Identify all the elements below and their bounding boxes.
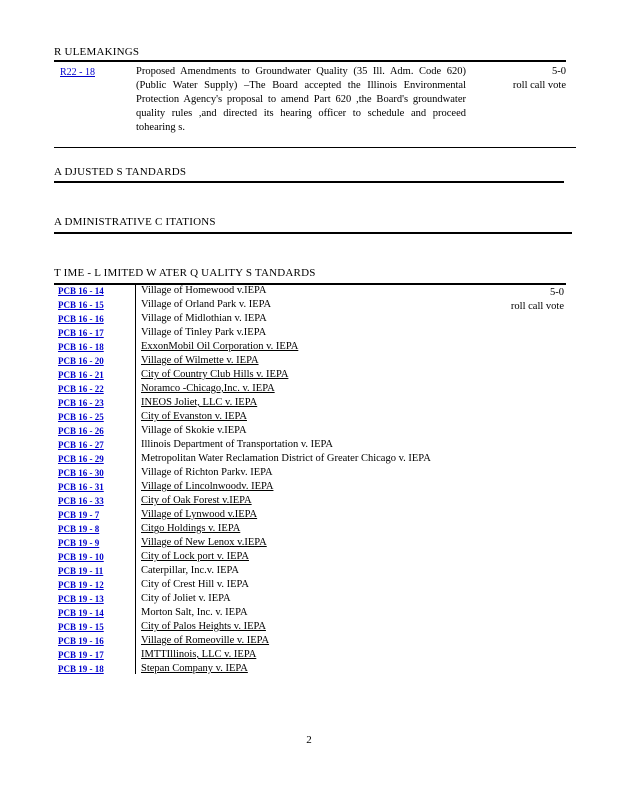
case-name: Village of Romeoville v. IEPA bbox=[141, 635, 270, 646]
case-docket-link[interactable]: PCB 19 - 14 bbox=[58, 608, 104, 618]
case-name: Village of Homewood v.IEPA bbox=[141, 285, 267, 296]
case-docket-link[interactable]: PCB 16 - 30 bbox=[58, 468, 104, 478]
case-name: City of Country Club Hills v. IEPA bbox=[141, 369, 289, 380]
section-title-rulemakings: R ULEMAKINGS bbox=[54, 46, 140, 58]
case-docket-link[interactable]: PCB 16 - 26 bbox=[58, 426, 104, 436]
case-name: Citgo Holdings v. IEPA bbox=[141, 523, 241, 534]
case-name: INEOS Joliet, LLC v. IEPA bbox=[141, 397, 258, 408]
case-name: Village of Tinley Park v.IEPA bbox=[141, 327, 267, 338]
case-docket-link[interactable]: PCB 16 - 17 bbox=[58, 328, 104, 338]
case-docket-link[interactable]: PCB 19 - 13 bbox=[58, 594, 104, 604]
case-name: City of Crest Hill v. IEPA bbox=[141, 579, 250, 590]
case-name: Village of Skokie v.IEPA bbox=[141, 425, 247, 436]
case-docket-link[interactable]: PCB 16 - 16 bbox=[58, 314, 104, 324]
case-name: Village of Richton Parkv. IEPA bbox=[141, 467, 273, 478]
case-docket-link[interactable]: PCB 16 - 15 bbox=[58, 300, 104, 310]
case-docket-link[interactable]: PCB 16 - 23 bbox=[58, 398, 104, 408]
case-name: IMTTIllinois, LLC v. IEPA bbox=[141, 649, 257, 660]
section-rule bbox=[54, 60, 566, 62]
case-name: Morton Salt, Inc. v. IEPA bbox=[141, 607, 248, 618]
case-docket-link[interactable]: PCB 19 - 8 bbox=[58, 524, 100, 534]
case-docket-link[interactable]: PCB 16 - 18 bbox=[58, 342, 104, 352]
rulemaking-vote-count: 5-0 bbox=[552, 66, 566, 77]
section-rule bbox=[54, 181, 564, 183]
case-name: ExxonMobil Oil Corporation v. IEPA bbox=[141, 341, 299, 352]
case-name: City of Lock port v. IEPA bbox=[141, 551, 250, 562]
case-docket-link[interactable]: PCB 16 - 31 bbox=[58, 482, 104, 492]
case-docket-link[interactable]: PCB 16 - 14 bbox=[58, 286, 104, 296]
case-name: Village of New Lenox v.IEPA bbox=[141, 537, 267, 548]
section-title-adjusted-standards: A DJUSTED S TANDARDS bbox=[54, 166, 187, 178]
case-docket-link[interactable]: PCB 16 - 22 bbox=[58, 384, 104, 394]
case-name: Village of Orland Park v. IEPA bbox=[141, 299, 272, 310]
case-docket-link[interactable]: PCB 19 - 17 bbox=[58, 650, 104, 660]
case-docket-link[interactable]: PCB 19 - 10 bbox=[58, 552, 104, 562]
case-name: Village of Wilmette v. IEPA bbox=[141, 355, 259, 366]
case-docket-link[interactable]: PCB 19 - 7 bbox=[58, 510, 100, 520]
case-docket-link[interactable]: PCB 16 - 25 bbox=[58, 412, 104, 422]
column-divider bbox=[135, 285, 136, 674]
case-docket-link[interactable]: PCB 19 - 18 bbox=[58, 664, 104, 674]
section-title-time-limited-wqs: T IME - L IMITED W ATER Q UALITY S TANDARDS bbox=[54, 267, 316, 279]
case-docket-link[interactable]: PCB 19 - 11 bbox=[58, 566, 104, 576]
case-name: Illinois Department of Transportation v. IEPA bbox=[141, 439, 334, 450]
case-name: Stepan Company v. IEPA bbox=[141, 663, 248, 674]
time-limited-vote-count: 5-0 bbox=[550, 287, 564, 298]
case-docket-link[interactable]: PCB 19 - 15 bbox=[58, 622, 104, 632]
case-name: City of Evanston v. IEPA bbox=[141, 411, 247, 422]
time-limited-vote-type: roll call vote bbox=[510, 301, 564, 312]
case-name: Caterpillar, Inc.v. IEPA bbox=[141, 565, 239, 576]
case-name: Noramco -Chicago,Inc. v. IEPA bbox=[141, 383, 275, 394]
rulemaking-vote-type: roll call vote bbox=[512, 80, 566, 91]
case-name: City of Oak Forest v.IEPA bbox=[141, 495, 252, 506]
case-name: Village of Lincolnwoodv. IEPA bbox=[141, 481, 274, 492]
rulemaking-docket-link[interactable]: R22 - 18 bbox=[60, 67, 95, 78]
case-docket-link[interactable]: PCB 16 - 20 bbox=[58, 356, 104, 366]
case-name: Metropolitan Water Reclamation District of Greater Chicago v. IEPA bbox=[141, 453, 431, 464]
case-name: Village of Midlothian v. IEPA bbox=[141, 313, 267, 324]
case-docket-link[interactable]: PCB 16 - 27 bbox=[58, 440, 104, 450]
section-rule bbox=[54, 232, 572, 234]
case-name: City of Joliet v. IEPA bbox=[141, 593, 231, 604]
rulemaking-description: Proposed Amendments to Groundwater Quality (35 Ill. Adm. Code 620) (Public Water Supply) –The Board accepted the Illinois Environmental Protection Agency's proposal to amend Part 620 ,the Board's groundwater quality rules ,and directed its hearing officer to schedule and proceed tohearing s. bbox=[136, 66, 466, 133]
section-title-administrative-citations: A DMINISTRATIVE C ITATIONS bbox=[54, 216, 216, 228]
section-rule bbox=[54, 283, 566, 285]
case-docket-link[interactable]: PCB 19 - 16 bbox=[58, 636, 104, 646]
page-number: 2 bbox=[306, 734, 312, 746]
case-name: City of Palos Heights v. IEPA bbox=[141, 621, 266, 632]
section-divider bbox=[54, 147, 576, 148]
case-name: Village of Lynwood v.IEPA bbox=[141, 509, 258, 520]
case-docket-link[interactable]: PCB 16 - 21 bbox=[58, 370, 104, 380]
case-docket-link[interactable]: PCB 19 - 9 bbox=[58, 538, 100, 548]
case-docket-link[interactable]: PCB 16 - 29 bbox=[58, 454, 104, 464]
case-docket-link[interactable]: PCB 19 - 12 bbox=[58, 580, 104, 590]
case-docket-link[interactable]: PCB 16 - 33 bbox=[58, 496, 104, 506]
